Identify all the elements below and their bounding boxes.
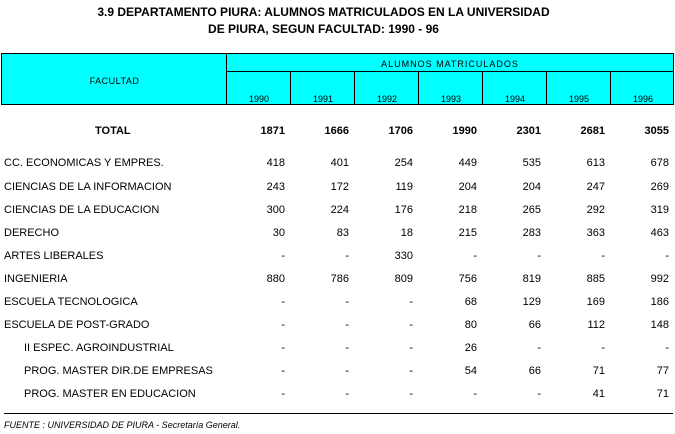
cell-value: - [537,342,541,354]
cell-value: 330 [394,250,413,262]
cell-value: 26 [464,342,477,354]
table-row [0,294,675,310]
cell-value: - [473,250,477,262]
cell-value: - [281,365,285,377]
cell-value: 265 [522,204,541,216]
cell-value: - [537,388,541,400]
total-row [0,123,675,139]
cell-value: - [601,250,605,262]
cell-value: - [281,296,285,308]
table-title-line2: DE PIURA, SEGUN FACULTAD: 1990 - 96 [208,22,439,36]
row-label: TOTAL [95,125,131,137]
cell-value: 215 [458,227,477,239]
table-row [0,179,675,195]
cell-value: 254 [394,157,413,169]
row-label: CIENCIAS DE LA EDUCACION [4,204,160,216]
cell-value: 613 [586,157,605,169]
cell-value: 247 [586,181,605,193]
cell-value: 30 [272,227,285,239]
cell-value: 186 [650,296,669,308]
cell-value: 269 [650,181,669,193]
table-header [1,53,674,105]
table-row [0,155,675,171]
header-year: 1990 [248,94,270,104]
header-alumnos-matriculados: ALUMNOS MATRICULADOS [381,59,519,69]
cell-value: 204 [458,181,477,193]
table-row [0,248,675,264]
cell-value: - [345,296,349,308]
cell-value: 218 [458,204,477,216]
cell-value: 1666 [324,125,349,137]
cell-value: - [281,388,285,400]
row-label: ARTES LIBERALES [4,250,104,262]
cell-value: 80 [464,319,477,331]
cell-value: 363 [586,227,605,239]
cell-value: 463 [650,227,669,239]
cell-value: 68 [464,296,477,308]
table-title-line1: 3.9 DEPARTAMENTO PIURA: ALUMNOS MATRICULADOS EN LA UNIVERSIDAD [97,5,550,19]
cell-value: 119 [395,181,413,193]
cell-value: - [345,365,349,377]
row-label: DERECHO [4,227,60,239]
table-row [0,386,675,402]
cell-value: 3055 [644,125,669,137]
cell-value: 1706 [388,125,413,137]
cell-value: - [345,319,349,331]
cell-value: - [409,296,413,308]
cell-value: 172 [330,181,349,193]
cell-value: - [345,250,349,262]
header-year: 1991 [312,94,334,104]
cell-value: 880 [266,273,285,285]
cell-value: 66 [528,365,541,377]
cell-value: 819 [522,273,541,285]
cell-value: - [281,319,285,331]
cell-value: 300 [266,204,285,216]
cell-value: 1871 [260,125,285,137]
cell-value: 169 [586,296,605,308]
cell-value: - [281,250,285,262]
cell-value: - [409,388,413,400]
header-divider [227,71,673,72]
header-year: 1994 [504,94,526,104]
cell-value: 2301 [516,125,541,137]
row-label: ESCUELA DE POST-GRADO [4,319,150,331]
header-year: 1996 [632,94,654,104]
cell-value: - [665,342,669,354]
cell-value: - [409,342,413,354]
header-year: 1995 [568,94,590,104]
table-row [0,363,675,379]
table-row [0,225,675,241]
cell-value: 885 [586,273,605,285]
cell-value: 809 [394,273,413,285]
row-label: PROG. MASTER EN EDUCACION [24,388,196,400]
cell-value: 2681 [580,125,605,137]
cell-value: 71 [656,388,669,400]
cell-value: 756 [458,273,477,285]
cell-value: - [345,342,349,354]
cell-value: - [665,250,669,262]
cell-value: 992 [650,273,669,285]
row-label: II ESPEC. AGROINDUSTRIAL [24,342,174,354]
cell-value: - [409,319,413,331]
cell-value: - [281,342,285,354]
cell-value: - [473,388,477,400]
cell-value: 112 [587,319,605,331]
cell-value: 678 [650,157,669,169]
row-label: CIENCIAS DE LA INFORMACION [4,181,172,193]
row-label: INGENIERIA [4,273,68,285]
cell-value: 18 [400,227,413,239]
row-label: PROG. MASTER DIR.DE EMPRESAS [24,365,213,377]
cell-value: 83 [336,227,349,239]
cell-value: 66 [528,319,541,331]
header-year: 1992 [376,94,398,104]
cell-value: 41 [592,388,605,400]
cell-value: 77 [656,365,669,377]
cell-value: 243 [266,181,285,193]
source-note: FUENTE : UNIVERSIDAD DE PIURA - Secretaría General. [4,420,241,430]
cell-value: 204 [522,181,541,193]
cell-value: 283 [522,227,541,239]
table-row [0,317,675,333]
cell-value: 535 [522,157,541,169]
cell-value: - [601,342,605,354]
cell-value: - [409,365,413,377]
cell-value: 71 [592,365,605,377]
header-facultad: FACULTAD [89,76,140,86]
cell-value: 1990 [452,125,477,137]
header-year: 1993 [440,94,462,104]
cell-value: 418 [266,157,285,169]
table-row [0,202,675,218]
cell-value: - [345,388,349,400]
cell-value: 176 [394,204,413,216]
cell-value: - [537,250,541,262]
row-label: ESCUELA TECNOLOGICA [4,296,138,308]
cell-value: 54 [464,365,477,377]
cell-value: 449 [458,157,477,169]
cell-value: 129 [522,296,541,308]
cell-value: 401 [330,157,349,169]
cell-value: 224 [330,204,349,216]
cell-value: 292 [586,204,605,216]
cell-value: 786 [330,273,349,285]
cell-value: 148 [650,319,669,331]
footer-rule [4,413,673,414]
table-row [0,340,675,356]
cell-value: 319 [650,204,669,216]
table-row [0,271,675,287]
row-label: CC. ECONOMICAS Y EMPRES. [4,157,164,169]
